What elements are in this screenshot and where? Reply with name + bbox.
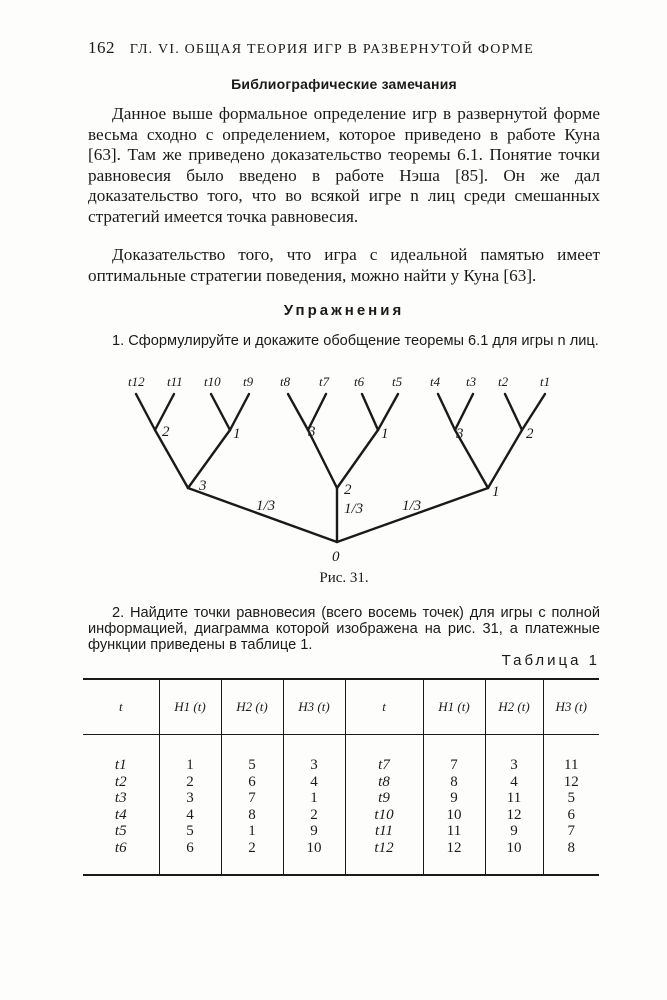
table-column-cell [485, 735, 543, 876]
table-cell: 5 [567, 790, 575, 806]
table-cell: 11 [564, 757, 579, 773]
edge-leaf-4 [438, 394, 455, 430]
table-cell: 11 [506, 790, 522, 806]
root-label: 0 [332, 549, 340, 565]
table-cell: 3 [310, 757, 318, 773]
table-cell: t8 [378, 773, 390, 790]
node-label-b1: 3 [308, 424, 316, 440]
table-column-cell [283, 735, 345, 876]
table-cell: t10 [374, 806, 394, 823]
edge-leaf-3 [455, 394, 473, 430]
table-cell: 8 [248, 806, 256, 823]
table-cell: t7 [378, 757, 390, 773]
exercise-2: 2. Найдите точки равновесия (всего восемь точек) для игры с полной информацией, диаграмма которой изображена на рис. 31, а платежные функции приведены в таблице 1. [88, 605, 600, 653]
table-cell: 1 [248, 823, 256, 839]
table-cell: t12 [374, 839, 394, 856]
leaf-label: t11 [167, 374, 183, 389]
node-label-left: 3 [199, 478, 207, 494]
table-cell: 3 [510, 757, 518, 773]
node-label-c1: 3 [456, 426, 464, 442]
edge-leaf-12 [136, 394, 155, 430]
table-column-cell [345, 735, 423, 876]
leaf-labels [128, 374, 550, 389]
edge-leaf-10 [211, 394, 230, 430]
chance-prob-right: 1/3 [402, 498, 422, 514]
edge-leaf-2 [505, 394, 522, 430]
leaf-label: t9 [243, 374, 254, 389]
game-tree-diagram [100, 370, 570, 565]
table-column-cell [423, 735, 485, 876]
table-cell: t11 [374, 823, 394, 839]
table-cell: 5 [186, 823, 194, 839]
edge-leaf-6 [362, 394, 378, 430]
bibliography-paragraph-2: Доказательство того, что игра с идеальной памятью имеет оптимальные стратегии поведения, можно найти у Куна [63]. [88, 245, 600, 285]
table-cell: t2 [114, 773, 127, 790]
figure-caption: Рис. 31. [319, 570, 369, 586]
leaf-label: t4 [430, 374, 441, 389]
table-cell: 7 [567, 823, 575, 839]
table-cell: 12 [506, 806, 522, 823]
table-cell: 12 [446, 839, 462, 856]
edge-leaf-9 [230, 394, 249, 430]
edge-leaf-5 [378, 394, 398, 430]
exercises-title: Упражнения [283, 302, 405, 319]
table-cell: 10 [446, 806, 462, 823]
table-cell: 9 [310, 823, 318, 839]
table-cell: 6 [567, 806, 575, 823]
table-cell: 10 [306, 839, 322, 856]
edge-leaf-8 [288, 394, 308, 430]
table-cell: t6 [114, 839, 127, 856]
header-h1-left: H1 (t) [159, 679, 221, 735]
bibliography-paragraph-1: Данное выше формальное определение игр в развернутой форме весьма сходно с определением, которое приведено в работе Куна [63]. Там же приведено доказательство теоремы 6.1. Понятие точки равновесия было введено в работе Нэша [85]. Он же дал доказательство того, что во всякой игре n лиц среди смешанных стратегий имеется точка равновесия. [88, 104, 600, 226]
edge-leaf-1 [522, 394, 545, 430]
edge-b2 [337, 430, 378, 488]
table-cell: 9 [450, 790, 458, 806]
header-t-left: t [83, 679, 159, 735]
table-cell: 4 [310, 773, 318, 790]
table-column-cell [221, 735, 283, 876]
table-cell: 10 [506, 839, 522, 856]
header-h3-right: H3 (t) [543, 679, 599, 735]
table-cell: 6 [248, 773, 256, 790]
table-cell: t4 [114, 806, 127, 823]
table-cell: 1 [310, 790, 318, 806]
header-h2-right: H2 (t) [485, 679, 543, 735]
table-cell: 2 [186, 773, 194, 790]
leaf-label: t10 [204, 374, 221, 389]
table-header-row [83, 679, 599, 735]
edge-a1 [155, 430, 188, 488]
leaf-label: t1 [540, 374, 551, 389]
leaf-label: t12 [128, 374, 145, 389]
running-head [88, 38, 558, 58]
table-cell: t5 [114, 823, 127, 839]
payoff-table [83, 678, 599, 876]
table-row [83, 735, 599, 876]
leaf-label: t2 [498, 374, 509, 389]
table-cell: 8 [450, 773, 458, 790]
table-cell: 7 [450, 757, 458, 773]
chance-prob-mid: 1/3 [344, 501, 364, 517]
page-number: 162 [88, 38, 115, 57]
running-title: ГЛ. VI. ОБЩАЯ ТЕОРИЯ ИГР В РАЗВЕРНУТОЙ ФОРМЕ [129, 42, 534, 57]
leaf-label: t5 [392, 374, 403, 389]
table-cell: 2 [310, 806, 318, 823]
bibliography-title: Библиографические замечания [231, 76, 457, 92]
tree-edges [136, 394, 545, 542]
node-label-right: 1 [492, 484, 500, 500]
table-column-cell [83, 735, 159, 876]
table-cell: 8 [567, 839, 575, 856]
table-cell: 7 [248, 790, 256, 806]
header-t-right: t [345, 679, 423, 735]
leaf-label: t7 [319, 374, 330, 389]
table-cell: t1 [114, 757, 127, 773]
node-label-mid: 2 [344, 482, 352, 498]
table-cell: 5 [248, 757, 256, 773]
header-h1-right: H1 (t) [423, 679, 485, 735]
node-label-b2: 1 [381, 426, 389, 442]
table-cell: 1 [186, 757, 194, 773]
leaf-label: t3 [466, 374, 477, 389]
node-label-c2: 2 [526, 426, 534, 442]
exercise-1: 1. Сформулируйте и докажите обобщение теоремы 6.1 для игры n лиц. [112, 333, 599, 349]
table-cell: 3 [186, 790, 194, 806]
leaf-label: t6 [354, 374, 365, 389]
table-cell: t3 [114, 790, 127, 806]
table-cell: 6 [186, 839, 194, 856]
table-cell: 11 [446, 823, 462, 839]
table-cell: t9 [378, 790, 390, 806]
edge-c2 [488, 430, 522, 488]
node-label-a2: 1 [233, 426, 241, 442]
table-cell: 2 [248, 839, 256, 856]
table-cell: 4 [510, 773, 518, 790]
header-h3-left: H3 (t) [283, 679, 345, 735]
table-column-cell [159, 735, 221, 876]
edge-root-a [188, 488, 337, 542]
table-column-cell [543, 735, 599, 876]
header-h2-left: H2 (t) [221, 679, 283, 735]
leaf-label: t8 [280, 374, 291, 389]
table-cell: 12 [563, 773, 579, 790]
node-label-a1: 2 [162, 424, 170, 440]
table-cell: 4 [186, 806, 194, 823]
table-cell: 9 [510, 823, 518, 839]
edge-a2 [188, 430, 230, 488]
chance-prob-left: 1/3 [256, 498, 276, 514]
table-caption: Таблица 1 [501, 652, 600, 669]
